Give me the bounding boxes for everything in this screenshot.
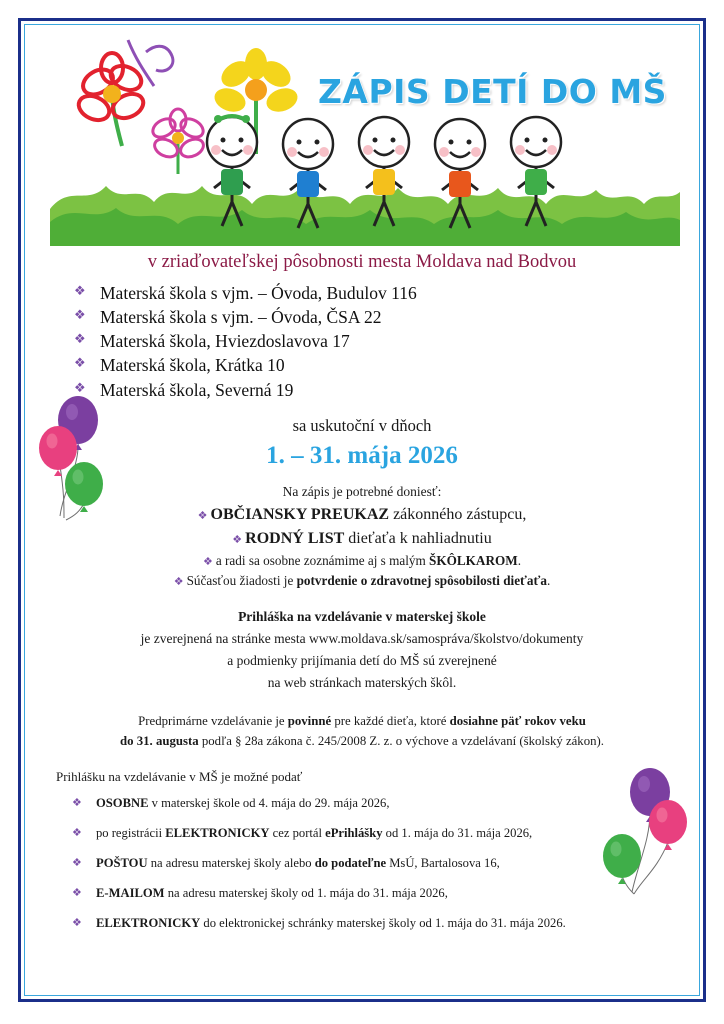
school-list [74,281,674,402]
submit-option-5-bold: ELEKTRONICKY [96,916,201,931]
diamond-bullet-icon: ❖ [72,857,82,870]
submit-option-2-mid: cez portál [269,826,326,841]
submit-option-3-rest: MsÚ, Bartalosova 16, [386,856,500,871]
list-item [74,378,674,402]
bring-item-1 [50,503,674,527]
school-name: Materská škola s vjm. – Óvoda, Budulov 116 [100,283,417,303]
submit-option-2-bold: ELEKTRONICKY [165,826,270,841]
submit-option-2-rest: od 1. mája do 31. mája 2026, [382,826,533,841]
bring-item-1-rest: zákonného zástupcu, [389,505,527,523]
diamond-bullet-icon: ❖ [203,555,213,568]
submit-option-4-rest: na adresu materskej školy od 1. mája do 31. mája 2026, [164,886,448,901]
submit-option-1-bold: OSOBNE [96,796,149,811]
submit-option-3-bold: POŠTOU [96,856,148,871]
bring-item-3-rest: . [517,552,521,568]
bring-item-3-bold: ŠKÔLKAROM [429,552,518,568]
school-name: Materská škola, Severná 19 [100,379,294,400]
bring-item-3-pre: a radi sa osobne zoznámime aj s malým [215,552,430,568]
legal-paragraph [50,712,674,752]
legal-bold-1: povinné [287,713,332,728]
poster-content [20,22,704,932]
submit-option-3-mid: na adresu materskej školy alebo [147,856,315,871]
list-item [72,885,674,902]
application-info [50,606,674,693]
legal-bold-2: dosiahne päť rokov veku [449,713,586,728]
submit-option-1-rest: v materskej škole od 4. mája do 29. mája 2026, [148,796,390,811]
school-name: Materská škola s vjm. – Óvoda, ČSA 22 [100,307,382,328]
submit-option-2-portal: ePrihlášky [325,826,383,841]
list-item [74,353,674,377]
enrollment-dates: 1. – 31. mája 2026 [266,441,458,469]
page-title: ZÁPIS DETÍ DO MŠ [318,72,667,111]
list-item [72,825,674,842]
bring-item-2-bold: RODNÝ LIST [245,529,345,547]
application-line-4: na web stránkach materských škôl. [267,674,457,690]
header-illustration [50,34,674,246]
submit-options-list [72,795,674,932]
list-item [72,915,674,932]
bring-item-4 [50,571,674,591]
application-line-1: Prihláška na vzdelávanie v materskej škole [238,609,486,625]
diamond-bullet-icon: ❖ [74,355,86,371]
children-flowers-grass-art [50,34,680,246]
application-line-2: je zverejnená na stránke mesta www.moldava.sk/samospráva/školstvo/dokumenty [140,631,584,647]
bring-item-4-pre: Súčasťou žiadosti je [186,572,297,588]
submit-option-5-rest: do elektronickej schránky materskej školy od 1. mája do 31. mája 2026. [200,916,566,931]
diamond-bullet-icon: ❖ [72,917,82,930]
bring-item-4-bold: potvrdenie o zdravotnej spôsobilosti dieťaťa [296,572,547,588]
submit-intro: Prihlášku na vzdelávanie v MŠ je možné podať [56,769,303,785]
submit-option-2-pre: po registrácii [96,826,166,841]
diamond-bullet-icon: ❖ [173,575,184,588]
bring-item-2 [50,527,674,551]
diamond-bullet-icon: ❖ [72,887,82,900]
legal-part-1: Predprimárne vzdelávanie je [138,713,288,728]
enrollment-happens-label: sa uskutoční v dňoch [292,415,432,435]
submit-option-4-bold: E-MAILOM [96,886,165,901]
legal-part-2: pre každé dieťa, ktoré [331,713,450,728]
school-name: Materská škola, Krátka 10 [100,355,285,376]
diamond-bullet-icon: ❖ [197,509,208,522]
list-item [72,855,674,872]
diamond-bullet-icon: ❖ [232,533,243,546]
bring-item-2-rest: dieťaťa k nahliadnutiu [344,529,492,547]
diamond-bullet-icon: ❖ [74,331,86,347]
list-item [72,795,674,812]
list-item [74,329,674,353]
application-line-3: a podmienky prijímania detí do MŠ sú zverejnené [227,653,497,669]
subtitle: v zriaďovateľskej pôsobnosti mesta Moldava nad Bodvou [147,252,577,272]
legal-part-4: podľa § 28a zákona č. 245/2008 Z. z. o výchove a vzdelávaní (školský zákon). [198,733,604,748]
bring-item-3 [50,551,674,571]
school-name: Materská škola, Hviezdoslavova 17 [100,331,350,352]
list-item [74,281,674,305]
bring-heading: Na zápis je potrebné doniesť: [282,483,442,499]
diamond-bullet-icon: ❖ [72,797,82,810]
diamond-bullet-icon: ❖ [74,379,86,395]
diamond-bullet-icon: ❖ [74,283,86,298]
submit-option-3-bold2: do podateľne [314,856,387,871]
diamond-bullet-icon: ❖ [72,827,82,840]
list-item [74,305,674,329]
bring-item-1-bold: OBČIANSKY PREUKAZ [210,505,390,523]
bring-item-4-rest: . [546,572,551,588]
legal-part-3: do 31. augusta [120,733,199,748]
diamond-bullet-icon: ❖ [74,307,86,323]
